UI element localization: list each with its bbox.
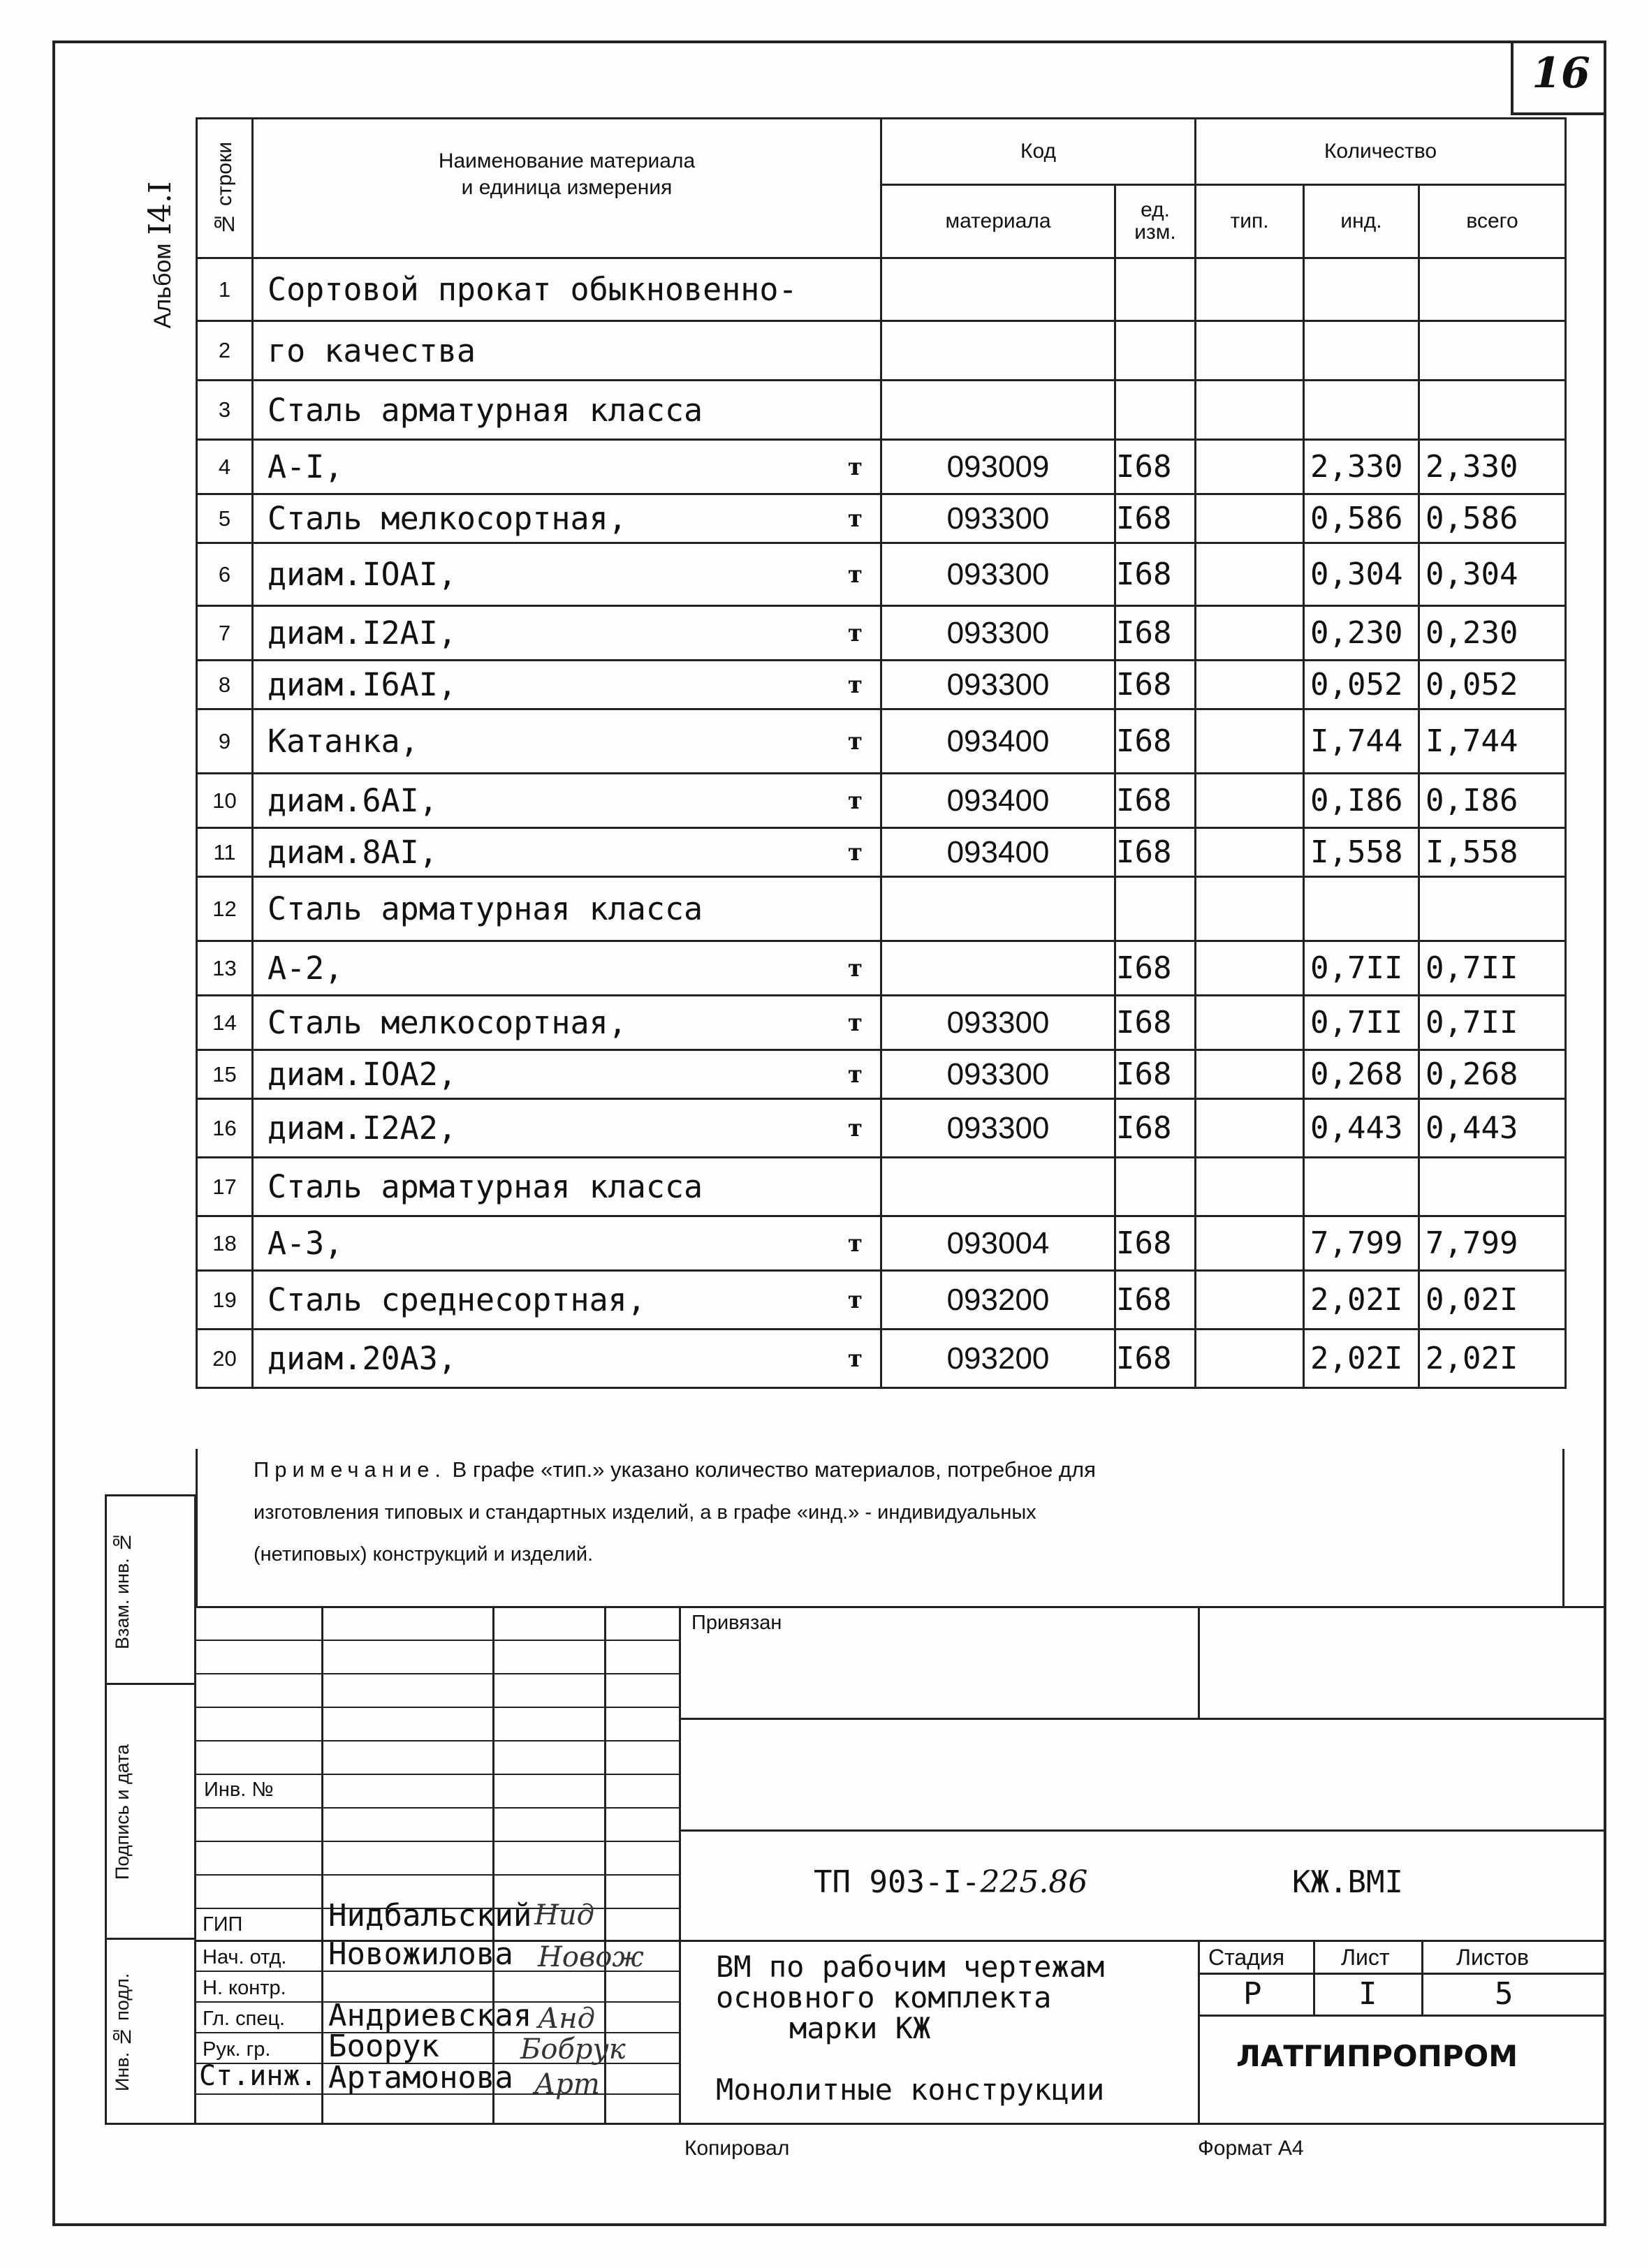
qty-typ [1196,606,1304,661]
material-code: 093300 [881,1099,1115,1158]
stamp-line [105,1494,107,2123]
material-name [253,661,881,709]
material-name-text: Сталь среднесортная, [267,1281,646,1318]
material-name [253,941,881,996]
material-name-text: го качества [267,332,476,369]
header-row-no: № строки [197,119,253,258]
material-name-text: диам.8AI, [267,834,438,871]
header-total: всего [1419,185,1566,258]
material-code [881,877,1115,941]
side-label-sign-date: Подпись и дата [112,1744,133,1880]
material-code: 093009 [881,440,1115,494]
material-code [881,321,1115,381]
document-code-handwritten: 225.86 [980,1864,1088,1900]
material-code: 093300 [881,661,1115,709]
material-name [253,440,881,494]
role-norm-control: Н. контр. [203,1977,286,1999]
material-code: 093300 [881,543,1115,606]
row-number: 20 [197,1330,253,1388]
measure-code: I68 [1115,543,1196,606]
row-number: 9 [197,709,253,774]
stamp-line [679,1718,1606,1720]
table-row [197,774,1566,828]
stamp-line [196,1874,681,1876]
sheet-label: Лист [1341,1945,1390,1970]
material-code: 093300 [881,606,1115,661]
measure-code [1115,1158,1196,1216]
qty-typ [1196,1050,1304,1099]
material-name [253,1271,881,1330]
row-number: 6 [197,543,253,606]
row-number: 17 [197,1158,253,1216]
name-group-lead: Боорук [328,2028,439,2064]
table-row [197,494,1566,543]
row-number: 5 [197,494,253,543]
unit-symbol: т [847,1286,863,1314]
qty-total: 0,I86 [1419,774,1566,828]
material-code: 093300 [881,1050,1115,1099]
qty-typ [1196,996,1304,1050]
stamp-line [196,1673,681,1674]
row-number: 11 [197,828,253,877]
stamp-line [196,1841,681,1842]
stamp-line [105,1683,196,1685]
material-name [253,381,881,440]
table-row [197,1330,1566,1388]
stamp-line [105,2123,1606,2125]
material-name [253,543,881,606]
row-number: 15 [197,1050,253,1099]
material-code: 093400 [881,774,1115,828]
material-code: 093004 [881,1216,1115,1271]
document-title [716,1952,1104,2044]
qty-ind: 2,02I [1304,1330,1419,1388]
name-gip: Нидбальский [328,1898,532,1934]
measure-code: I68 [1115,661,1196,709]
stamp-line [196,1740,681,1742]
material-name-text: Катанка, [267,723,419,760]
table-row [197,440,1566,494]
table-row [197,709,1566,774]
qty-total: 0,230 [1419,606,1566,661]
row-number: 2 [197,321,253,381]
stamp-line [1198,1940,1200,2125]
role-gip: ГИП [203,1913,243,1936]
measure-code: I68 [1115,494,1196,543]
material-name-text: диам.IOA2, [267,1056,457,1093]
inv-no-label: Инв. № [204,1779,274,1801]
material-name-text: диам.20A3, [267,1340,457,1377]
measure-code: I68 [1115,996,1196,1050]
stamp-line [679,1940,1606,1942]
row-number: 16 [197,1099,253,1158]
format-label: Формат А4 [1198,2137,1304,2160]
stamp-line [1198,2015,1606,2017]
qty-total: 0,7II [1419,996,1566,1050]
material-name-text: диам.IOAI, [267,556,457,593]
unit-symbol: т [847,727,863,756]
stamp-line [105,1494,196,1496]
role-group-lead: Рук. гр. [203,2038,271,2061]
row-number: 13 [197,941,253,996]
organization: ЛАТГИПРОПРОМ [1236,2039,1518,2073]
stamp-line [679,1829,1606,1832]
name-chief-spec: Андриевская [328,1998,532,2033]
qty-ind [1304,321,1419,381]
qty-typ [1196,828,1304,877]
title-line-1: ВМ по рабочим чертежам [716,1950,1105,1984]
material-code: 093200 [881,1271,1115,1330]
qty-total: 2,330 [1419,440,1566,494]
material-name-text: Сталь арматурная класса [267,391,703,429]
unit-symbol: т [847,1008,863,1037]
row-number: 7 [197,606,253,661]
unit-symbol: т [847,838,863,867]
unit-symbol: т [847,619,863,647]
name-senior-eng: Артамонова [328,2060,513,2096]
qty-total: 0,304 [1419,543,1566,606]
table-row [197,1271,1566,1330]
material-code [881,1158,1115,1216]
table-row [197,941,1566,996]
qty-total [1419,877,1566,941]
material-name-text: Сталь мелкосортная, [267,1004,627,1041]
stamp-line [196,1606,1606,1608]
qty-ind: 0,230 [1304,606,1419,661]
header-unit: ед. изм. [1115,185,1196,258]
signature-group-lead: Бобрук [520,2033,626,2066]
table-row [197,1158,1566,1216]
material-name-text: Сталь арматурная класса [267,890,703,927]
stamp-line [105,1938,196,1940]
stage-value: Р [1243,1976,1262,2012]
qty-ind: 2,330 [1304,440,1419,494]
sheets-value: 5 [1495,1976,1514,2012]
stamp-line [1313,1940,1315,2017]
title-line-3: марки КЖ [789,2011,931,2045]
measure-code: I68 [1115,1050,1196,1099]
qty-ind: 7,799 [1304,1216,1419,1271]
table-row [197,996,1566,1050]
qty-ind: 2,02I [1304,1271,1419,1330]
qty-typ [1196,709,1304,774]
qty-ind: 0,7II [1304,996,1419,1050]
album-label [136,140,185,370]
stamp-line [196,1774,681,1775]
material-name [253,494,881,543]
measure-code [1115,321,1196,381]
sheets-label: Листов [1456,1945,1529,1970]
qty-typ [1196,494,1304,543]
row-number: 10 [197,774,253,828]
unit-symbol: т [847,1344,863,1373]
stamp-line [492,1606,494,2123]
qty-total: I,558 [1419,828,1566,877]
qty-total: 0,7II [1419,941,1566,996]
stamp-line [1198,1606,1200,1718]
qty-typ [1196,1330,1304,1388]
measure-code: I68 [1115,774,1196,828]
measure-code: I68 [1115,941,1196,996]
qty-total [1419,381,1566,440]
material-name [253,1330,881,1388]
material-name [253,258,881,321]
signature-senior-eng: Арт [534,2068,600,2100]
material-name [253,1050,881,1099]
title-line-4: Монолитные конструкции [716,2072,1105,2107]
material-name-text: Сортовой прокат обыкновенно- [267,271,798,308]
material-code: 093400 [881,709,1115,774]
header-material: материала [881,185,1115,258]
material-code: 093300 [881,996,1115,1050]
qty-typ [1196,661,1304,709]
qty-ind: 0,268 [1304,1050,1419,1099]
material-name [253,1158,881,1216]
name-head-dept: Новожилова [328,1936,513,1972]
unit-symbol: т [847,560,863,589]
qty-total: 0,443 [1419,1099,1566,1158]
qty-typ [1196,1271,1304,1330]
side-label-inv-orig: Инв. № подл. [112,1973,133,2091]
side-label-replace-inv: Взам. инв. № [112,1531,133,1649]
table-row [197,258,1566,321]
privyazan-label: Привязан [691,1612,782,1634]
row-number: 12 [197,877,253,941]
qty-total: I,744 [1419,709,1566,774]
qty-typ [1196,440,1304,494]
material-name [253,774,881,828]
header-code: Код [881,119,1196,185]
material-name-text: Сталь мелкосортная, [267,500,627,537]
role-senior-eng: Ст.инж. [199,2060,317,2092]
note-text-1: В графе «тип.» указано количество материалов, потребное для [452,1457,1096,1482]
qty-ind: I,744 [1304,709,1419,774]
qty-ind [1304,877,1419,941]
note-line-2: изготовления типовых и стандартных изделий, а в графе «инд.» - индивидуальных [254,1501,1036,1524]
qty-ind: 0,443 [1304,1099,1419,1158]
material-name [253,709,881,774]
unit-symbol: т [847,954,863,982]
role-head-dept: Нач. отд. [203,1946,287,1968]
album-label-text: Альбом [149,243,176,329]
table-row [197,1050,1566,1099]
measure-code: I68 [1115,606,1196,661]
qty-typ [1196,1216,1304,1271]
stamp-line [321,1606,323,2123]
note-block [196,1449,1564,1606]
measure-code: I68 [1115,1271,1196,1330]
table-row [197,543,1566,606]
material-name [253,996,881,1050]
material-name [253,606,881,661]
row-number: 3 [197,381,253,440]
material-code: 093200 [881,1330,1115,1388]
stage-label: Стадия [1208,1945,1285,1970]
qty-typ [1196,1158,1304,1216]
measure-code: I68 [1115,828,1196,877]
qty-total: 0,586 [1419,494,1566,543]
qty-total: 7,799 [1419,1216,1566,1271]
title-line-2: основного комплекта [716,1980,1052,2015]
signature-gip: Нид [534,1899,594,1931]
note-line-3: (нетиповых) конструкций и изделий. [254,1543,594,1566]
material-name-text: диам.I2A2, [267,1110,457,1147]
measure-code [1115,381,1196,440]
qty-total: 0,052 [1419,661,1566,709]
qty-typ [1196,321,1304,381]
document-code [814,1864,1087,1900]
material-code: 093300 [881,494,1115,543]
header-quantity: Количество [1196,119,1566,185]
material-name-text: A-3, [267,1225,344,1262]
unit-symbol: т [847,786,863,815]
header-name: Наименование материала и единица измерения [253,119,881,258]
document-code-typed: ТП 903-I- [814,1864,981,1900]
material-code: 093400 [881,828,1115,877]
table-row [197,877,1566,941]
qty-total: 0,02I [1419,1271,1566,1330]
measure-code: I68 [1115,1216,1196,1271]
stamp-line [196,1707,681,1708]
table-row [197,321,1566,381]
measure-code: I68 [1115,1330,1196,1388]
qty-ind [1304,258,1419,321]
stamp-line [679,1606,681,2123]
unit-symbol: т [847,504,863,533]
qty-ind: 0,586 [1304,494,1419,543]
material-name-text: Сталь арматурная класса [267,1168,703,1205]
stamp-line [194,1494,196,2123]
copied-label: Копировал [684,2137,790,2160]
materials-table [196,117,1567,1389]
qty-ind: I,558 [1304,828,1419,877]
stamp-line [196,1807,681,1809]
qty-ind: 0,7II [1304,941,1419,996]
qty-total: 2,02I [1419,1330,1566,1388]
unit-symbol: т [847,1229,863,1258]
table-row [197,1099,1566,1158]
header-ind: инд. [1304,185,1419,258]
qty-typ [1196,774,1304,828]
qty-total: 0,268 [1419,1050,1566,1099]
signature-head-dept: Новож [538,1941,644,1973]
table-row [197,381,1566,440]
qty-total [1419,321,1566,381]
role-chief-spec: Гл. спец. [203,2008,286,2030]
material-code [881,941,1115,996]
material-name-text: диам.I6AI, [267,666,457,703]
note-line-1 [254,1457,1096,1482]
table-row [197,661,1566,709]
qty-typ [1196,381,1304,440]
table-row [197,606,1566,661]
material-name-text: диам.6AI, [267,782,438,819]
qty-typ [1196,877,1304,941]
row-number: 1 [197,258,253,321]
qty-typ [1196,1099,1304,1158]
material-code [881,381,1115,440]
qty-typ [1196,258,1304,321]
table-row [197,1216,1566,1271]
qty-ind [1304,381,1419,440]
row-number: 4 [197,440,253,494]
qty-total [1419,1158,1566,1216]
qty-ind: 0,052 [1304,661,1419,709]
unit-symbol: т [847,670,863,699]
row-number: 19 [197,1271,253,1330]
document-mark: КЖ.ВМI [1292,1864,1403,1900]
stamp-line [1198,1973,1606,1975]
measure-code: I68 [1115,1099,1196,1158]
note-title: Примечание. [254,1457,447,1482]
material-name-text: диам.I2AI, [267,614,457,651]
sheet-value: I [1358,1976,1377,2012]
qty-ind [1304,1158,1419,1216]
row-number: 8 [197,661,253,709]
material-name [253,828,881,877]
material-code [881,258,1115,321]
signature-chief-spec: Анд [538,2003,595,2035]
qty-ind: 0,304 [1304,543,1419,606]
material-name [253,877,881,941]
material-name [253,321,881,381]
qty-total [1419,258,1566,321]
material-name [253,1216,881,1271]
header-typ: тип. [1196,185,1304,258]
unit-symbol: т [847,1060,863,1089]
unit-symbol: т [847,452,863,481]
row-number: 14 [197,996,253,1050]
qty-typ [1196,941,1304,996]
unit-symbol: т [847,1114,863,1142]
stamp-line [196,1640,681,1641]
material-name [253,1099,881,1158]
stamp-line [1421,1940,1423,2017]
measure-code [1115,877,1196,941]
row-number: 18 [197,1216,253,1271]
measure-code [1115,258,1196,321]
material-name-text: A-I, [267,448,344,485]
qty-ind: 0,I86 [1304,774,1419,828]
measure-code: I68 [1115,709,1196,774]
material-name-text: A-2, [267,950,344,987]
album-number: I4.I [142,181,178,235]
table-row [197,828,1566,877]
page-number: 16 [1532,49,1590,98]
measure-code: I68 [1115,440,1196,494]
qty-typ [1196,543,1304,606]
